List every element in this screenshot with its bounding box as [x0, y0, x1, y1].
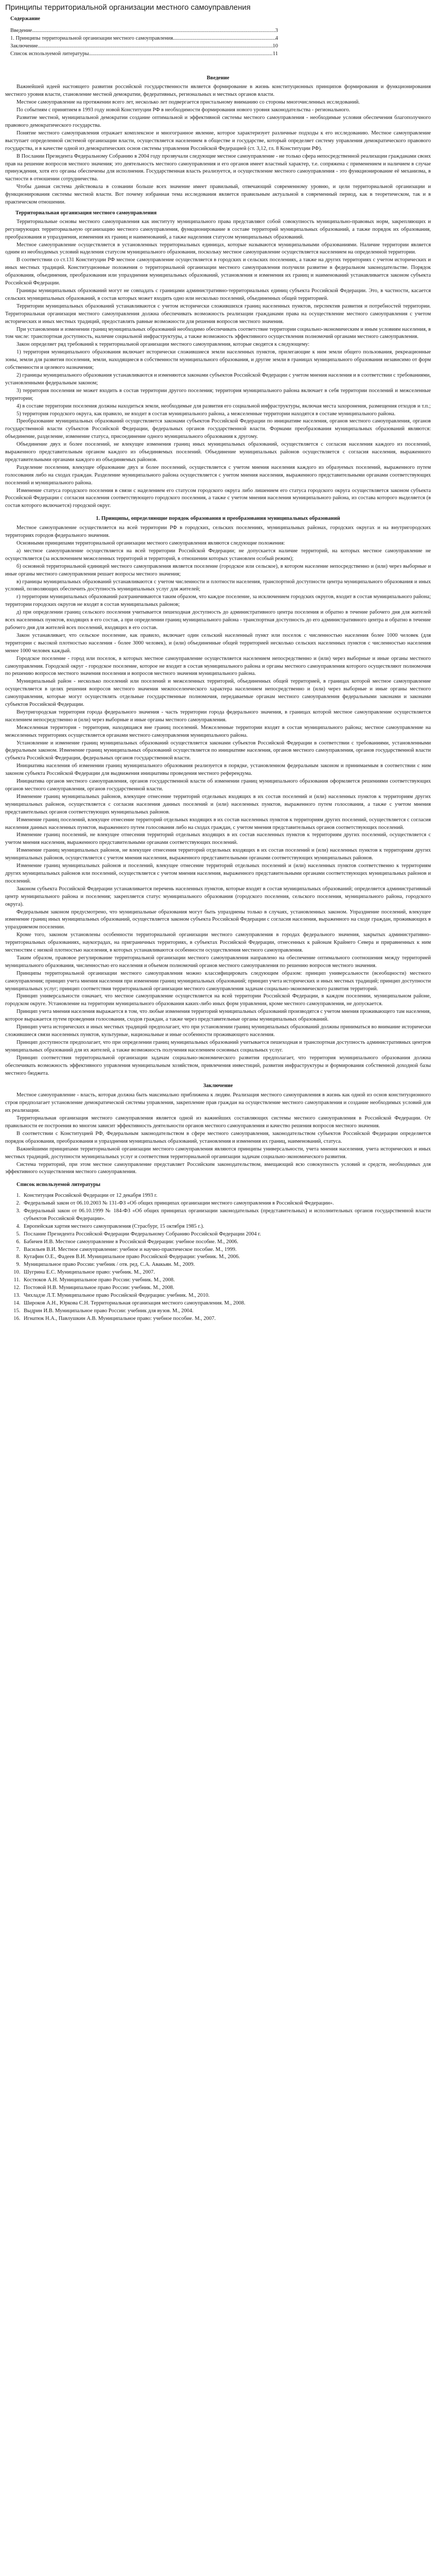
- toc-item[interactable]: [10, 35, 278, 43]
- paragraph: В Послании Президента Федеральному Собранию в 2004 году прозвучали следующие местное самоуправление - не только сфера непосредственной реализации гражданами своих прав на решение вопросов местного значения; это деятельность местного самоуправления и его органов имеет властный характер, т.е. сопряжена с применением и наличием в случае принуждения, хотя его органы обеспечены для исполнения. Государственная власть реализуется, и осуществление местного самоуправления - это функционирование её механизма, в частности в отношении сотрудничества.: [5, 153, 431, 182]
- section-heading: 1. Принципы, определяющие порядок образования и преобразования муниципальных образований: [96, 516, 340, 522]
- paragraph: Изменение границ поселений, не влекущее отнесения территорий отдельных входящих в их состав населенных пунктов к территориям других поселений, осуществляется с учетом мнения населения, выраженного представительными органами соответствующих поселений.: [5, 832, 431, 846]
- paragraph: Чтобы данная система действовала в сознании больше всех значение имеет правильный, отвечающий современному уровню, и цели территориальной организации и функционирования системы местной власти. Вот почему избранная тема исследования является правильным актуальной в современный период, как в теоретическом, так и в практическом отношении.: [5, 184, 431, 206]
- paragraph: Законом субъекта Российской Федерации устанавливается перечень населенных пунктов, которые входят в состав муниципальных образований; определяется административный центр муниципального района и поселения; закрепляется статус муниципального образования (городского поселения, сельского поселения, муниципального района, городского округа).: [5, 886, 431, 907]
- reference-item: 5. Послание Президента Российской Федерации Федеральному Собранию Российской Федерации 2004 г.: [22, 1231, 431, 1239]
- reference-item: 2. Федеральный закон от 06.10.2003 № 131-ФЗ «Об общих принципах организации местного самоуправления в Российской Федерации».: [22, 1200, 431, 1208]
- reference-item: 8. Кутафин О.Е., Фадеев В.И. Муниципальное право Российской Федерации: учебник. М., 2006.: [22, 1253, 431, 1261]
- document-body: [5, 15, 431, 1323]
- paragraph: Принципы территориальной организации местного самоуправления можно классифицировать следующим образом: принцип универсальности (всеобщности) местного самоуправления; принцип учета мнения населения при изменении границ муниципальных образований; принцип учета исторических и иных местных традиций; принцип доступности муниципальных услуг; принцип соответствия территориальной организации местного самоуправления задачам социально-экономического развития территорий.: [5, 970, 431, 992]
- paragraph: Федеральным законом предусмотрено, что муниципальные образования могут быть упразднены только в случаях, установленных законом. Упразднение поселений, влекущее изменение границ иных муниципальных образований, осуществляется законом субъекта Российской Федерации с согласия населения, выраженного на сходе граждан, проживающих в упраздняемом поселении.: [5, 909, 431, 930]
- paragraph: Принцип доступности предполагает, что при определении границ муниципальных образований учитывается пешеходная и транспортная доступность административных центров муниципальных образований для их жителей, а также возможность получения населением основных социальных услуг.: [5, 1039, 431, 1053]
- toc-item-label: Введение: [10, 27, 32, 33]
- section-heading: Территориальная организация местного самоуправления: [15, 210, 157, 216]
- paragraph: Изменение границ муниципальных районов и поселений, влекущее отнесение территорий отдельных поселений и (или) населенных пунктов соответственно к территориям других муниципальных районов или поселений, осуществляется с учетом мнения населения, выраженного представительными органами соответствующих муниципальных районов и поселений.: [5, 863, 431, 884]
- paragraph: г) территории муниципальных образований разграничиваются таким образом, что каждое поселение, за исключением городских округов, входит в состав муниципального района; территории городских округов не входят в состав муниципальных районов;: [5, 594, 431, 608]
- toc-leader-dots: [173, 35, 275, 43]
- paragraph: Муниципальный район - несколько поселений или поселений и межселенных территорий, объединенных общей территорией, в границах которой местное самоуправление осуществляется в целях решения вопросов местного значения межпоселенческого характера населением непосредственно и (или) через выборные и иные органы местного самоуправления, которые могут осуществлять отдельные государственные полномочия, передаваемые органам местного самоуправления федеральными законами и законами субъектов Российской Федерации.: [5, 679, 431, 708]
- reference-item: 15. Выдрин И.В. Муниципальное право России: учебник для вузов. М., 2004.: [22, 1308, 431, 1315]
- paragraph: По событиям с принятием в 1993 году новой Конституции РФ в необходимости формирования нового уровня законодательства - регионального.: [16, 107, 351, 113]
- toc-leader-dots: [89, 50, 273, 58]
- paragraph: Территориальные основы местного самоуправления как институту муниципального права представляют собой совокупность муниципально-правовых норм, закрепляющих и регулирующих территориальную организацию местного самоуправления, функционирование в составе территорий муниципальных образований, а также порядок их образования, преобразования и упразднения, изменения их границ и наименований, а также наделения статусом муниципальных образований.: [5, 218, 431, 240]
- toc-item-page: 3: [275, 27, 278, 33]
- paragraph: 5) территория городского округа, как правило, не входит в состав муниципального района, а межселенные территории находятся в составе муниципального района.: [16, 411, 396, 417]
- toc-item[interactable]: [10, 50, 278, 58]
- paragraph: Понятие местного самоуправления отражает комплексное и многогранное явление, которое характеризует различные подходы к его исследованию. Местное самоуправление выступает определенной системой организации власти, осуществляется населением в обществе и государстве, который определяет систему управления демократического правового государства, и в качестве одной из демократических основ системы управления Российской Федерацией (ст. 3,12, гл. 8 Конституции РФ).: [5, 130, 431, 151]
- paragraph: Закон устанавливает, что сельское поселение, как правило, включает один сельский населенный пункт или поселок с численностью населения более 1000 человек (для территории с высокой плотностью населения - более 3000 человек), и (или) объединенные общей территорией несколько сельских населенных пунктов с численностью населения менее 1000 человек каждый.: [5, 632, 431, 654]
- paragraph: Принцип учета мнения населения выражается в том, что любые изменения территорий муниципальных образований производятся с учетом мнения проживающего там населения, которое выражается путем проведения голосования, сходов граждан, а также через представительные органы муниципальных образований.: [5, 1009, 431, 1023]
- toc-item-label: Заключение: [10, 43, 38, 49]
- paragraph: Изменение границ поселений, влекущее отнесение территорий отдельных входящих в их состав населенных пунктов к территориям других поселений, осуществляется с согласия населения данных населенных пунктов, выраженного путем голосования либо на сходах граждан, с учетом мнения представительных органов соответствующих поселений.: [5, 817, 431, 831]
- paragraph: При установлении и изменении границ муниципальных образований необходимо обеспечивать соответствие территории социально-экономическим и иным условиям населения, в том числе: транспортная доступность, наличие социальной инфраструктуры, а также возможность эффективного осуществления полномочий органами местного самоуправления.: [5, 326, 431, 340]
- paragraph: Инициатива органов местного самоуправления, органов государственной власти об изменении границ муниципального образования оформляется решениями соответствующих органов местного самоуправления, органов государственной власти.: [5, 778, 431, 792]
- paragraph: Принцип учета исторических и иных местных традиций предполагает, что при установлении границ муниципальных образований должны приниматься во внимание исторически сложившиеся связи населенных пунктов, культурные, национальные и иные особенности проживающего населения.: [5, 1024, 431, 1038]
- toc-item-page: 4: [275, 35, 278, 41]
- toc-leader-dots: [32, 27, 275, 35]
- toc-item-page: 10: [272, 43, 278, 49]
- paragraph: В соответствии с Конституцией РФ, Федеральным законодательством в сфере местного самоуправления, законодательством субъектов Российской Федерации определяется порядок образования, преобразования и упразднения муниципальных образований, установления и изменения их границ, наименований, статуса.: [5, 1130, 431, 1144]
- paragraph: Развитие местной, муниципальной демократии создание оптимальной и эффективной системы местного самоуправления - необходимые условия обеспечения благополучного правового демократического государства.: [5, 115, 431, 128]
- paragraph: а) местное самоуправление осуществляется на всей территории Российской Федерации; не допускается наличие территорий, на которых местное самоуправление не осуществляется (за исключением межселенных территорий и территорий, в отношении которых установлен особый режим);: [5, 548, 431, 562]
- paragraph: Принцип универсальности означает, что местное самоуправление осуществляется на всей территории Российской Федерации, в каждом поселении, муниципальном районе, городском округе. Установление на территории муниципального образования каких-либо иных форм управления, кроме местного самоуправления, не допускается.: [5, 993, 431, 1007]
- reference-item: 11. Костюков А.Н. Муниципальное право России: учебник. М., 2008.: [22, 1277, 431, 1284]
- references-heading: Список используемой литературы: [16, 1182, 100, 1188]
- paragraph: Основными принципами территориальной организации местного самоуправления являются следующие положения:: [16, 540, 285, 546]
- section-heading: Введение: [206, 75, 230, 81]
- reference-item: 10. Шугрина Е.С. Муниципальное право: учебник. М., 2007.: [22, 1269, 431, 1277]
- paragraph: в) границы муниципальных образований устанавливаются с учетом численности и плотности населения, транспортной доступности центра муниципального образования и иных условий, позволяющих обеспечить доступность муниципальных услуг для жителей;: [5, 579, 431, 592]
- paragraph: Городское поселение - город или поселок, в которых местное самоуправление осуществляется населением непосредственно и (или) через выборные и иные органы местного самоуправления. Городской округ - городское поселение, которое не входит в состав муниципального района и органы местного самоуправления которого осуществляют полномочия по решению вопросов местного значения поселения и вопросов местного значения муниципального района.: [5, 655, 431, 677]
- paragraph: Изменение статуса городского поселения в связи с наделением его статусом городского округа либо лишением его статуса городского округа осуществляется законом субъекта Российской Федерации с согласия населения соответствующего городского поселения, а также с учетом мнения населения муниципального района, из состава которого выделяется (в состав которого включается) городской округ.: [5, 487, 431, 509]
- paragraph: б) основной территориальной единицей местного самоуправления является поселение (городское или сельское), в котором население непосредственно и (или) через выборные и иные органы местного самоуправления решает вопросы местного значения;: [5, 563, 431, 577]
- paragraph: 1) территория муниципального образования включает исторически сложившиеся земли населенных пунктов, прилегающие к ним земли общего пользования, рекреационные зоны, земли для развития поселения, земли, находящиеся в собственности муниципального образования, и другие земли в границах муниципального образования независимо от форм собственности и целевого назначения;: [5, 349, 431, 371]
- toc-heading: Содержание: [10, 16, 40, 22]
- paragraph: Инициатива населения об изменении границ муниципального образования реализуется в порядке, установленном федеральным законом и принимаемым в соответствии с ним законом субъекта Российской Федерации для выдвижения инициативы проведения местного референдума.: [5, 763, 431, 777]
- paragraph: Система территорий, при этом местное самоуправление представляет Российским законодательством, вмещающий всю совокупность условий и средств, необходимых для эффективного осуществления местного самоуправления.: [5, 1161, 431, 1175]
- paragraph: В соответствии со ст.131 Конституции РФ местное самоуправление осуществляется в городских и сельских поселениях, а также на других территориях с учетом исторических и иных местных традиций. Конституционные положения о территориальной организации местного самоуправления получили развитие в федеральном законодательстве. Порядок образования, объединения, преобразования или упразднения муниципальных образований, установления и изменения их границ и наименований устанавливается законом субъекта Российской Федерации.: [5, 257, 431, 286]
- reference-item: 3. Федеральный закон от 06.10.1999 № 184-ФЗ «Об общих принципах организации законодательных (представительных) и исполнительных органов государственной власти субъектов Российской Федерации».: [22, 1208, 431, 1223]
- paragraph: 4) в составе территории поселения должны находиться земли, необходимые для развития его социальной инфраструктуры, включая места захоронения, размещения отходов и т.п.;: [16, 403, 431, 409]
- paragraph: Преобразование муниципальных образований осуществляется законами субъектов Российской Федерации по инициативе населения, органов местного самоуправления, органов государственной власти субъектов Российской Федерации, федеральных органов государственной власти. Формами преобразования муниципальных образований являются: объединение, разделение, изменение статуса, присоединение одного муниципального образования к другому.: [5, 418, 431, 440]
- reference-item: 16. Игнатюк Н.А., Павлушкин А.В. Муниципальное право: учебное пособие. М., 2007.: [22, 1315, 431, 1323]
- paragraph: Межселенная территория - территория, находящаяся вне границ поселений. Межселенные территории входят в состав муниципального района; местное самоуправление на межселенных территориях осуществляется органами местного самоуправления муниципального района.: [5, 724, 431, 738]
- paragraph: Внутригородская территория города федерального значения - часть территории города федерального значения, в границах которой местное самоуправление осуществляется населением непосредственно и (или) через выборные и иные органы местного самоуправления.: [5, 709, 431, 723]
- reference-item: 7. Васильев В.И. Местное самоуправление: учебное и научно-практическое пособие. М., 1999.: [22, 1246, 431, 1254]
- reference-item: 12. Постовой Н.В. Муниципальное право России: учебник. М., 2008.: [22, 1284, 431, 1292]
- paragraph: Важнейшей идеей настоящего развития российской государственности является формирование в жизнь конституционных принципов формирования и функционирования местного уровня власти, становление местной демократии, федеративных, региональных и местных органов власти.: [5, 84, 431, 98]
- reference-item: 14. Широков А.Н., Юркова С.Н. Территориальная организация местного самоуправления. М., 2008.: [22, 1300, 431, 1308]
- toc-leader-dots: [38, 43, 273, 50]
- paragraph: Территории муниципальных образований устанавливаются с учетом исторически сложившихся границ населенных пунктов, перспектив развития и потребностей территории. Территориальная организация местного самоуправления должна обеспечивать возможность реализации гражданами права на осуществление местного самоуправления с учетом исторических и иных местных традиций, предоставлять равные возможности для решения вопросов местного значения.: [5, 303, 431, 325]
- paragraph: Местное самоуправление осуществляется в установленных территориальных единицах, которые называются муниципальными образованиями. Наличие территории является одним из необходимых условий наделения статусом муниципального образования, поскольку местное самоуправление осуществляется населением на определенной территории.: [5, 242, 431, 256]
- reference-item: 4. Европейская хартия местного самоуправления (Страсбург, 15 октября 1985 г.).: [22, 1223, 431, 1231]
- paragraph: Закон определяет ряд требований к территориальной организации местного самоуправления, которые сводятся к следующему:: [16, 342, 310, 348]
- paragraph: Важнейшими принципами территориальной организации местного самоуправления являются принципы универсальности, учета мнения населения, учета исторических и иных местных традиций, доступности муниципальных услуг и соответствия территориальной организации задачам социально-экономического развития.: [5, 1146, 431, 1160]
- references-list: [5, 1192, 431, 1323]
- reference-item: 6. Бабичев И.В. Местное самоуправление в Российской Федерации: учебное пособие. М., 2006.: [22, 1239, 431, 1246]
- paragraph: Таким образом, правовое регулирование территориальной организации местного самоуправления направлено на обеспечение оптимального соотношения между территорией муниципального образования, численностью его населения и объемом полномочий органов местного самоуправления по решению вопросов местного значения.: [5, 955, 431, 969]
- paragraph: Изменение границ муниципальных районов, влекущее отнесение территорий отдельных входящих в их состав поселений и (или) населенных пунктов к территориям других муниципальных районов, осуществляется с согласия населения данных поселений и (или) населенных пунктов, выраженного путем голосования, а также с учетом мнения представительных органов соответствующих муниципальных районов.: [5, 793, 431, 815]
- toc-item-label: 1. Принципы территориальной организации местного самоуправления: [10, 35, 173, 41]
- paragraph: Местное самоуправление - власть, которая должна быть максимально приближена к людям. Реализация местного самоуправления в жизнь как одной из основ конституционного строя предполагает установление демократической системы управления, закрепление прав граждан на осуществление местного самоуправления и создание необходимых условий для их реализации.: [5, 1092, 431, 1114]
- paragraph: Установление и изменение границ муниципальных образований осуществляется законами субъектов Российской Федерации в соответствии с требованиями, установленными федеральным законом. Изменение границ муниципальных образований осуществляется по инициативе населения, органов местного самоуправления, органов государственной власти субъекта Российской Федерации, федеральных органов государственной власти.: [5, 740, 431, 761]
- paragraph: Территориальная организация местного самоуправления является одной из важнейших составляющих системы местного самоуправления в Российской Федерации. От правильности ее построения во многом зависит эффективность деятельности органов местного самоуправления и качество решения вопросов местного значения.: [5, 1115, 431, 1129]
- paragraph: Объединение двух и более поселений, не влекущее изменения границ иных муниципальных образований, осуществляется с согласия населения каждого из поселений, выраженного представительным органом каждого из объединяемых поселений. Объединение муниципальных районов осуществляется с согласия населения, выраженного представительными органами каждого из объединяемых районов.: [5, 442, 431, 463]
- paragraph: Границы муниципальных образований могут не совпадать с границами административно-территориальных единиц субъекта Российской Федерации. Это, в частности, касается сельских муниципальных образований, в состав которых может входить одно или несколько поселений, объединенных общей территорией.: [5, 288, 431, 301]
- paragraph: Изменение границ муниципальных районов, не влекущее отнесения территорий отдельных входящих в их состав поселений и (или) населенных пунктов к территориям других муниципальных районов, осуществляется с учетом мнения населения, выраженного представительными органами соответствующих муниципальных районов.: [5, 848, 431, 861]
- paragraph: 3) территория поселения не может входить в состав территории другого поселения; территория муниципального района включает в себя территории поселений и межселенные территории;: [5, 387, 431, 401]
- paragraph: Разделение поселения, влекущее образование двух и более поселений, осуществляется с учетом мнения населения каждого из образуемых поселений, выраженного путем голосования либо на сходах граждан. Разделение муниципального района осуществляется с учетом мнения населения, выраженного представительными органами соответствующих поселений и муниципального района.: [5, 464, 431, 486]
- toc-item[interactable]: [10, 43, 278, 50]
- toc-item-label: Список используемой литературы: [10, 50, 89, 57]
- paragraph: 2) границы муниципального образования устанавливаются и изменяются законами субъектов Российской Федерации с учетом мнения населения и в соответствии с требованиями, установленными федеральным законом;: [5, 372, 431, 386]
- paragraph: Местное самоуправление осуществляется на всей территории РФ в городских, сельских поселениях, муниципальных районах, городских округах и на внутригородских территориях городов федерального значения.: [5, 525, 431, 539]
- reference-item: 9. Муниципальное право России: учебник / отв. ред. С.А. Авакьян. М., 2009.: [22, 1261, 431, 1269]
- reference-item: 13. Чихладзе Л.Т. Муниципальное право Российской Федерации: учебник. М., 2010.: [22, 1292, 431, 1300]
- paragraph: д) при определении границ сельского поселения учитывается пешеходная доступность до административного центра поселения и обратно в течение рабочего дня для жителей всех населенных пунктов, входящих в его состав, а при определении границ муниципального района - транспортная доступность до его административного центра и обратно в течение рабочего дня для жителей всех поселений, входящих в его состав.: [5, 609, 431, 631]
- reference-item: 1. Конституция Российской Федерации от 12 декабря 1993 г.: [22, 1192, 431, 1200]
- toc-item-page: 11: [272, 50, 278, 57]
- page-title: Принципы территориальной организации местного самоуправления: [5, 3, 251, 12]
- paragraph: Кроме того, законом установлены особенности территориальной организации местного самоуправления в городах федерального значения, закрытых административно-территориальных образованиях, наукоградах, на приграничных территориях, в субъектах Российской Федерации, отнесенных к районам Крайнего Севера и приравненных к ним местностям с низкой плотностью населения, в которых устанавливаются особенности осуществления местного самоуправления.: [5, 932, 431, 954]
- section-heading: Заключение: [203, 1083, 233, 1089]
- paragraph: Принцип соответствия территориальной организации задачам социально-экономического развития предполагает, что территория муниципального образования должна обеспечивать возможность эффективного управления муниципальным хозяйством, привлечения инвестиций, развития инфраструктуры и формирования собственной доходной базы местного бюджета.: [5, 1055, 431, 1076]
- toc-spacer: [5, 58, 431, 70]
- paragraph: Местное самоуправление на протяжении всего лет, несколько лет подвергается пристальному вниманию со стороны многочисленных исследований.: [16, 99, 360, 106]
- toc-item[interactable]: [10, 27, 278, 35]
